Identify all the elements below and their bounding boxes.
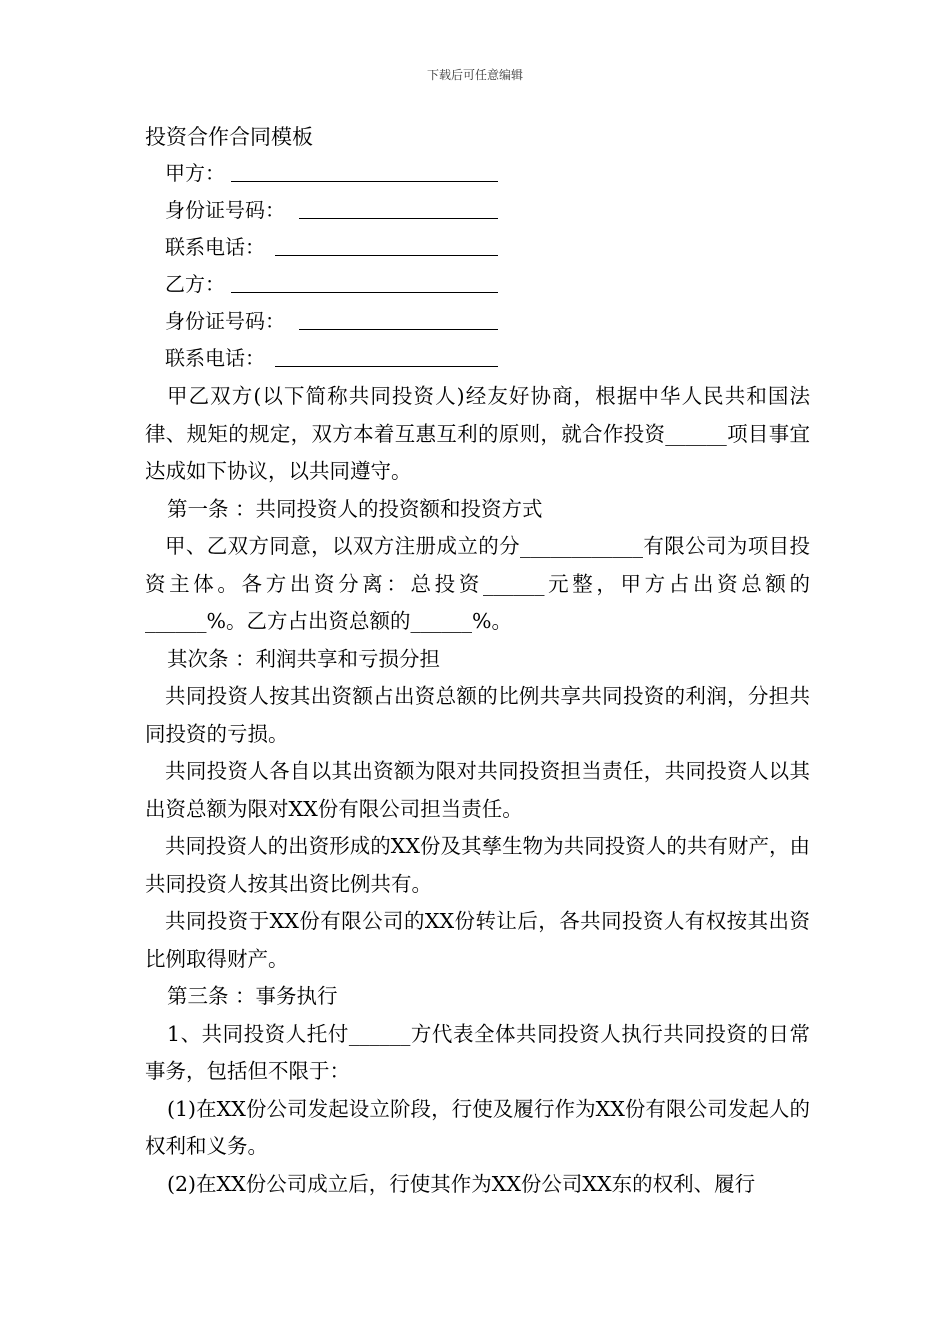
party-a-phone-blank[interactable] (275, 255, 498, 256)
party-a-blank[interactable] (231, 181, 498, 182)
party-b-phone-field (165, 345, 265, 371)
party-a-id-blank[interactable] (299, 218, 498, 219)
party-b-field (165, 271, 225, 297)
intro-paragraph: 甲乙双方(以下简称共同投资人)经友好协商，根据中华人民共和国法律、规矩的规定，双方本着互惠互利的原则，就合作投资______项目事宜达成如下协议，以共同遵守。 (145, 384, 810, 483)
article-1-paragraph: 甲、乙双方同意，以双方注册成立的分____________有限公司为项目投资主体。各方出资分离：总投资______元整，甲方占出资总额的______%。乙方占出资总额的______%。 (145, 534, 810, 633)
article-2-heading: 其次条 ：利润共享和亏损分担 (167, 646, 441, 671)
party-b-blank[interactable] (231, 292, 498, 293)
party-b-label: 乙方： (165, 272, 225, 296)
article-3-clause-1: 1、共同投资人托付______方代表全体共同投资人执行共同投资的日常事务，包括但不限于： (145, 1021, 810, 1083)
article-3-item-1: (1)在XX份公司发起设立阶段，行使及履行作为XX份有限公司发起人的权利和义务。 (145, 1096, 810, 1158)
page-header: 下载后可任意编辑 (426, 68, 523, 82)
article-2-paragraph-4: 共同投资于XX份有限公司的XX份转让后，各共同投资人有权按其出资比例取得财产。 (145, 909, 810, 971)
party-b-id-blank[interactable] (299, 329, 498, 330)
party-b-id-field (165, 308, 285, 334)
party-a-field (165, 160, 225, 186)
party-b-id-label: 身份证号码： (165, 309, 285, 333)
article-1-heading: 第一条 ：共同投资人的投资额和投资方式 (167, 496, 543, 521)
article-2-paragraph-3: 共同投资人的出资形成的XX份及其孳生物为共同投资人的共有财产，由共同投资人按其出资比例共有。 (145, 834, 810, 896)
article-3-heading: 第三条 ：事务执行 (167, 984, 338, 1008)
contract-body (145, 378, 810, 1203)
party-a-id-label: 身份证号码： (165, 198, 285, 222)
document-title: 投资合作合同模板 (145, 125, 313, 149)
article-2-paragraph-2: 共同投资人各自以其出资额为限对共同投资担当责任，共同投资人以其出资总额为限对XX份有限公司担当责任。 (145, 759, 810, 821)
party-b-phone-blank[interactable] (275, 366, 498, 367)
party-a-phone-label: 联系电话： (165, 235, 265, 259)
article-3-item-2: (2)在XX份公司成立后，行使其作为XX份公司XX东的权利、履行 (167, 1171, 756, 1196)
party-a-id-field (165, 197, 285, 223)
party-a-phone-field (165, 234, 265, 260)
article-2-paragraph-1: 共同投资人按其出资额占出资总额的比例共享共同投资的利润，分担共同投资的亏损。 (145, 684, 810, 746)
party-a-label: 甲方： (165, 161, 225, 185)
party-b-phone-label: 联系电话： (165, 346, 265, 370)
